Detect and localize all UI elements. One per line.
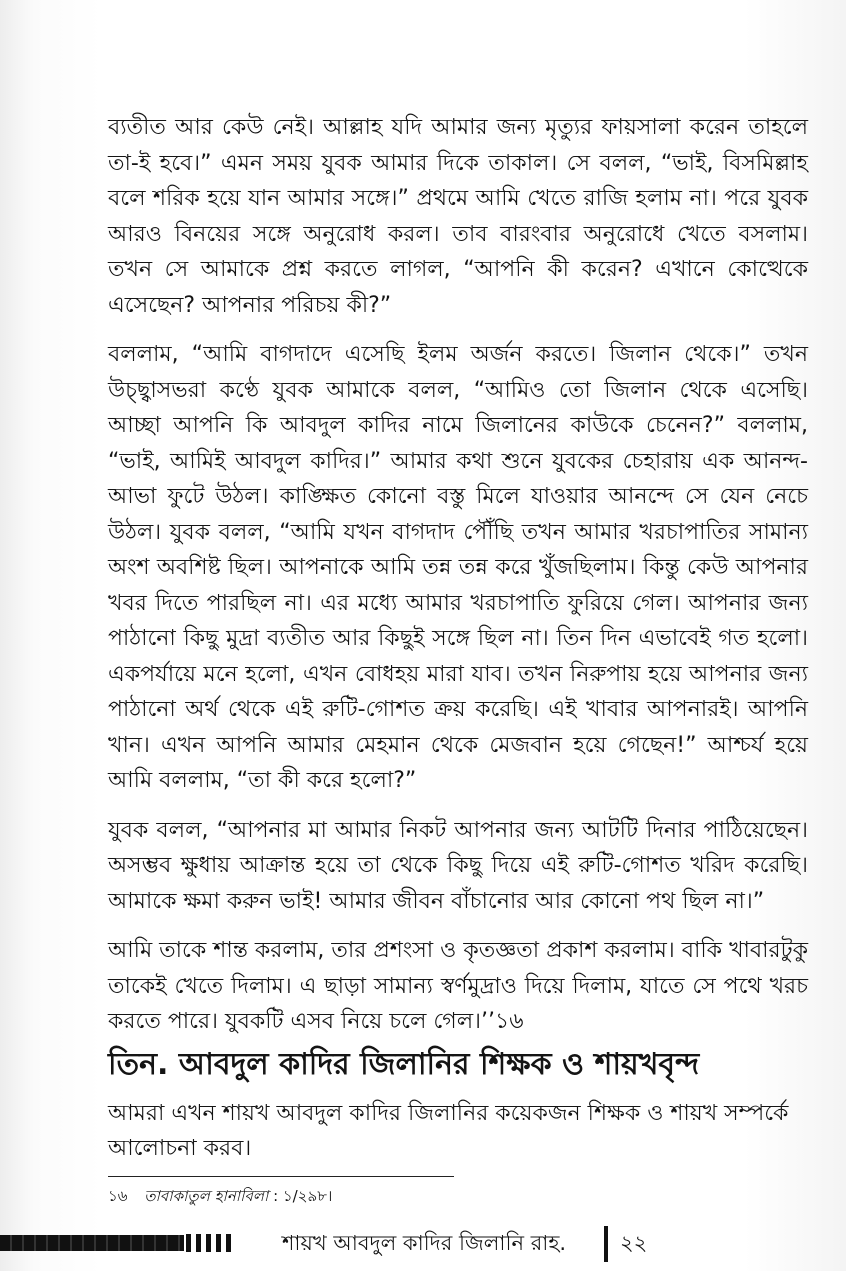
paragraph-4: আমি তাকে শান্ত করলাম, তার প্রশংসা ও কৃতজ্ঞতা প্রকাশ করলাম। বাকি খাবারটুকু তাকেই খেতে দিলাম। এ ছাড়া সামান্য স্বর্ণমুদ্রাও দিয়ে দিলাম, যাতে সে পথে খরচ করতে পারে। যুবকটি এসব নিয়ে চলে গেল।’’১৬ [108, 938, 808, 1034]
page-footer [0, 1228, 846, 1262]
footer-decor-bar [0, 1235, 184, 1251]
paragraph-2: বললাম, “আমি বাগদাদে এসেছি ইলম অর্জন করতে। জিলান থেকে।” তখন উচ্ছ্বাসভরা কণ্ঠে যুবক আমাকে বলল, “আমিও তো জিলান থেকে এসেছি। আচ্ছা আপনি কি আবদুল কাদির নামে জিলানের কাউকে চেনেন?” বললাম, “ভাই, আমিই আবদুল কাদির।” আমার কথা শুনে যুবকের চেহারায় এক আনন্দ-আভা ফুটে উঠল। কাঙ্ক্ষিত কোনো বস্তু মিলে যাওয়ার আনন্দে সে যেন নেচে উঠল। যুবক বলল, “আমি যখন বাগদাদ পৌঁছি তখন আমার খরচাপাতির সামান্য অংশ অবশিষ্ট ছিল। আপনাকে আমি তন্ন তন্ন করে খুঁজছিলাম। কিন্তু কেউ আপনার খবর দিতে পারছিল না। এর মধ্যে আমার খরচাপাতি ফুরিয়ে গেল। আপনার জন্য পাঠানো কিছু মুদ্রা ব্যতীত আর কিছুই সঙ্গে ছিল না। তিন দিন এভাবেই গত হলো। একপর্যায়ে মনে হলো, এখন বোধহয় মারা যাব। তখন নিরুপায় হয়ে আপনার জন্য পাঠানো অর্থ থেকে এই রুটি-গোশত ক্রয় করেছি। এই খাবার আপনারই। আপনি খান। এখন আপনি আমার মেহমান থেকে মেজবান হয়ে গেছেন!” আশ্চর্য হয়ে আমি বললাম, “তা কী করে হলো?” [108, 342, 808, 793]
footnote-divider [108, 1176, 454, 1177]
footnote [108, 1185, 708, 1207]
paragraph-3: যুবক বলল, “আপনার মা আমার নিকট আপনার জন্য আটটি দিনার পাঠিয়েছেন। অসম্ভব ক্ষুধায় আক্রান্ত হয়ে তা থেকে কিছু দিয়ে এই রুটি-গোশত খরিদ করেছি। আমাকে ক্ষমা করুন ভাই! আমার জীবন বাঁচানোর আর কোনো পথ ছিল না।” [108, 817, 808, 914]
section-heading: তিন. আবদুল কাদির জিলানির শিক্ষক ও শায়খবৃন্দ [108, 1047, 700, 1082]
footnote-number: ১৬ [108, 1187, 128, 1205]
footer-separator [604, 1226, 608, 1262]
running-title: শায়খ আবদুল কাদির জিলানি রাহ. [282, 1231, 567, 1255]
section-intro: আমরা এখন শায়খ আবদুল কাদির জিলানির কয়েকজন শিক্ষক ও শায়খ সম্পর্কে আলোচনা করব। [108, 1101, 789, 1161]
page-number: ২২ [620, 1231, 648, 1255]
footnote-ref: : ১/২৯৮। [273, 1187, 333, 1205]
footnote-source: তাবাকাতুল হানাবিলা [144, 1187, 269, 1205]
paragraph-1: ব্যতীত আর কেউ নেই। আল্লাহ যদি আমার জন্য মৃত্যুর ফায়সালা করেন তাহলে তা-ই হবে।” এমন সময় যুবক আমার দিকে তাকাল। সে বলল, “ভাই, বিসমিল্লাহ বলে শরিক হয়ে যান আমার সঙ্গে।” প্রথমে আমি খেতে রাজি হলাম না। পরে যুবক আরও বিনয়ের সঙ্গে অনুরোধ করল। তাব বারংবার অনুরোধে খেতে বসলাম। তখন সে আমাকে প্রশ্ন করতে লাগল, “আপনি কী করেন? এখানে কোত্থেকে এসেছেন? আপনার পরিচয় কী?” [108, 115, 808, 318]
body-text [108, 110, 808, 1054]
footer-decor-ticks [186, 1234, 231, 1252]
